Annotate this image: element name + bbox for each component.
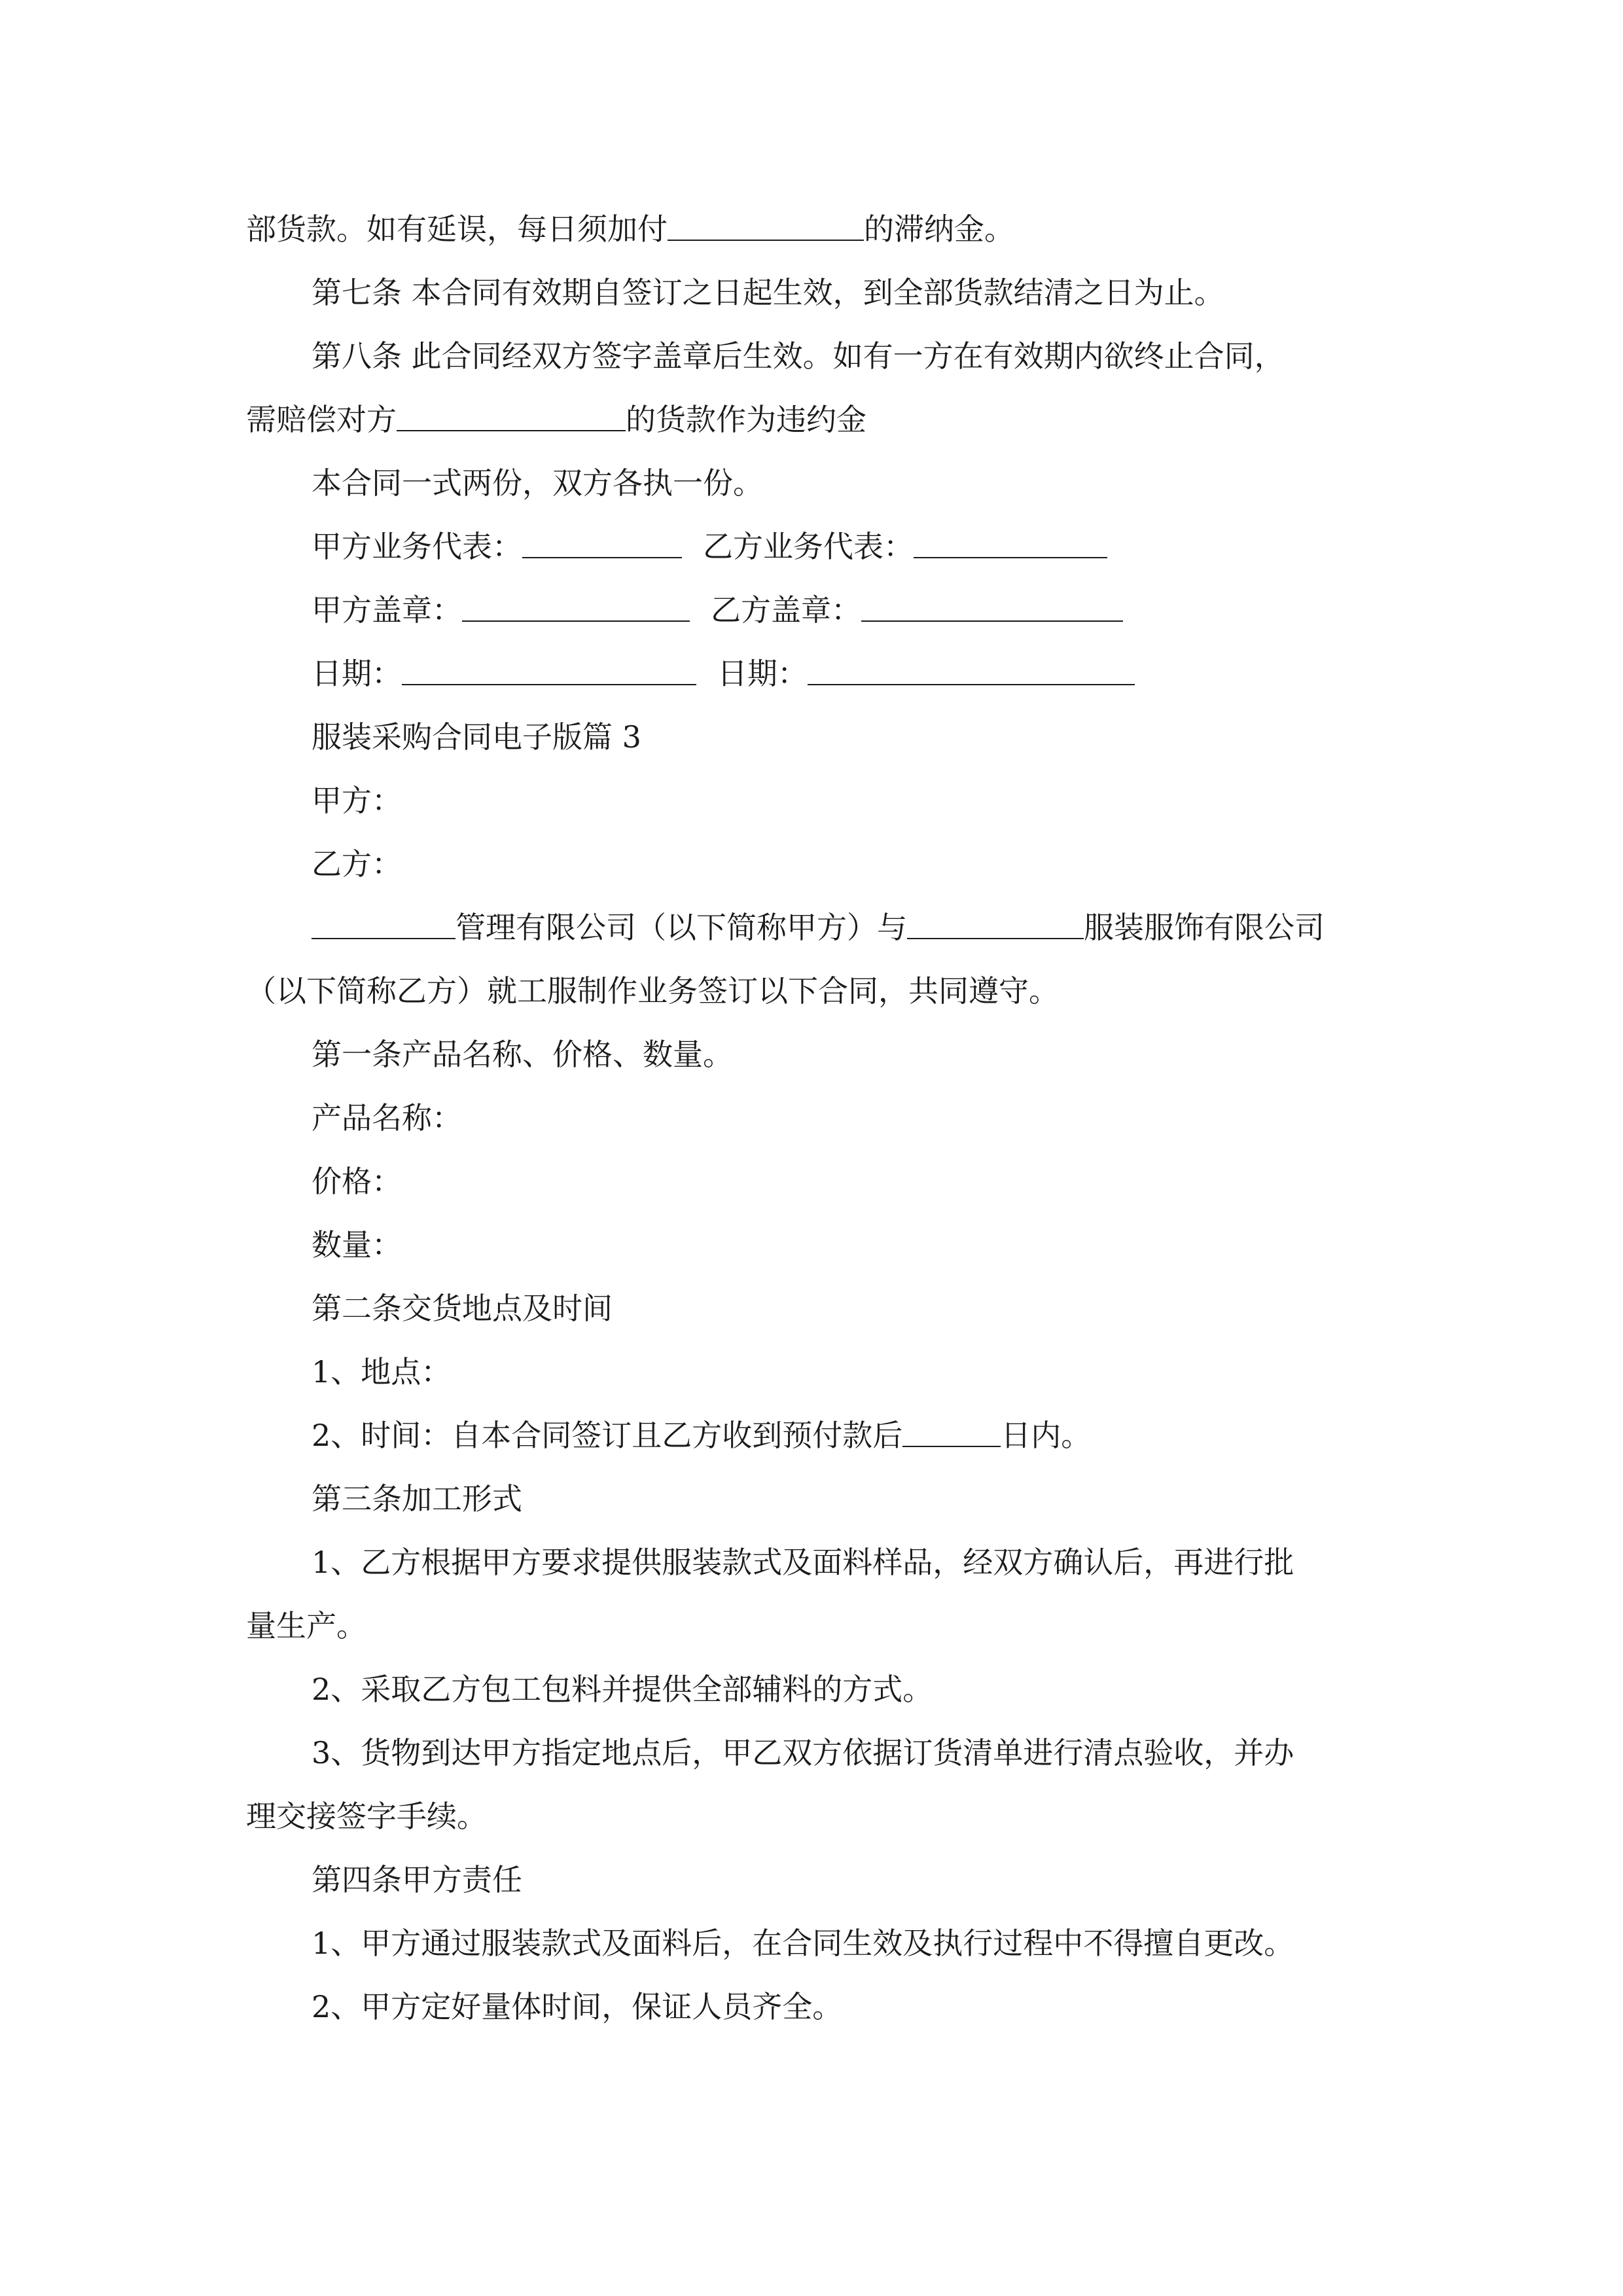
payment-penalty-text-b: 的滞纳金。 bbox=[864, 211, 1014, 247]
party-b-date-label: 日期： bbox=[717, 656, 808, 691]
article-3-item-1-line-2: 量生产。 bbox=[246, 1608, 366, 1643]
delivery-days-blank[interactable] bbox=[902, 1416, 1001, 1447]
article-3-item-3-line-1: 3、货物到达甲方指定地点后，甲乙双方依据订货清单进行清点验收，并办 bbox=[312, 1735, 1294, 1770]
penalty-amount-blank[interactable] bbox=[668, 209, 864, 241]
party-a-company-blank[interactable] bbox=[312, 908, 455, 939]
price-line: 价格： bbox=[312, 1164, 402, 1199]
intro-line-2: （以下简称乙方）就工服制作业务签订以下合同，共同遵守。 bbox=[246, 973, 1059, 1009]
section-title: 服装采购合同电子版篇 3 bbox=[312, 719, 641, 755]
article-1-title: 第一条产品名称、价格、数量。 bbox=[312, 1037, 733, 1072]
payment-penalty-text-a: 部货款。如有延误，每日须加付 bbox=[246, 211, 668, 247]
party-a-seal-label: 甲方盖章： bbox=[312, 592, 462, 628]
article-8-line-1: 第八条 此合同经双方签字盖章后生效。如有一方在有效期内欲终止合同， bbox=[312, 338, 1285, 374]
article-4-title: 第四条甲方责任 bbox=[312, 1862, 522, 1897]
article-2-title: 第二条交货地点及时间 bbox=[312, 1291, 613, 1326]
article-3-item-3-line-2: 理交接签字手续。 bbox=[246, 1799, 487, 1834]
party-b-date-blank[interactable] bbox=[808, 654, 1135, 685]
party-b-seal-label: 乙方盖章： bbox=[711, 592, 861, 628]
quantity-line: 数量： bbox=[312, 1227, 402, 1263]
party-a-date-blank[interactable] bbox=[402, 654, 696, 685]
copies-clause: 本合同一式两份，双方各执一份。 bbox=[312, 465, 763, 501]
payment-penalty-line bbox=[246, 206, 1377, 252]
article-3-title: 第三条加工形式 bbox=[312, 1481, 522, 1516]
article-2-item-1: 1、地点： bbox=[312, 1354, 452, 1390]
party-b-rep-label: 乙方业务代表： bbox=[703, 529, 914, 564]
signature-dates bbox=[246, 651, 1377, 696]
party-b-line: 乙方： bbox=[312, 846, 402, 882]
signature-representatives bbox=[246, 524, 1377, 569]
article-8-line-2: 需赔偿对方 的货款作为违约金 bbox=[246, 397, 1377, 442]
party-a-rep-blank[interactable] bbox=[522, 527, 682, 558]
party-b-company-blank[interactable] bbox=[907, 908, 1084, 939]
article-3-item-2: 2、采取乙方包工包料并提供全部辅料的方式。 bbox=[312, 1672, 933, 1707]
intro-line-1: 管理有限公司（以下简称甲方）与 服装服饰有限公司 bbox=[246, 905, 1377, 950]
signature-seals bbox=[246, 587, 1377, 633]
article-3-item-1-line-1: 1、乙方根据甲方要求提供服装款式及面料样品，经双方确认后，再进行批 bbox=[312, 1545, 1294, 1580]
article-7: 第七条 本合同有效期自签订之日起生效，到全部货款结清之日为止。 bbox=[312, 275, 1224, 310]
party-a-seal-blank[interactable] bbox=[462, 590, 690, 622]
article-4-item-2: 2、甲方定好量体时间，保证人员齐全。 bbox=[312, 1989, 843, 2024]
article-2-item-2: 2、时间：自本合同签订且乙方收到预付款后 日内。 bbox=[246, 1412, 1377, 1458]
article-4-item-1: 1、甲方通过服装款式及面料后，在合同生效及执行过程中不得擅自更改。 bbox=[312, 1926, 1294, 1961]
party-a-rep-label: 甲方业务代表： bbox=[312, 529, 522, 564]
party-a-line: 甲方： bbox=[312, 783, 402, 818]
party-b-rep-blank[interactable] bbox=[914, 527, 1107, 558]
breach-amount-blank[interactable] bbox=[397, 400, 626, 431]
party-b-seal-blank[interactable] bbox=[861, 590, 1123, 622]
party-a-date-label: 日期： bbox=[312, 656, 402, 691]
product-name-line: 产品名称： bbox=[312, 1100, 462, 1136]
